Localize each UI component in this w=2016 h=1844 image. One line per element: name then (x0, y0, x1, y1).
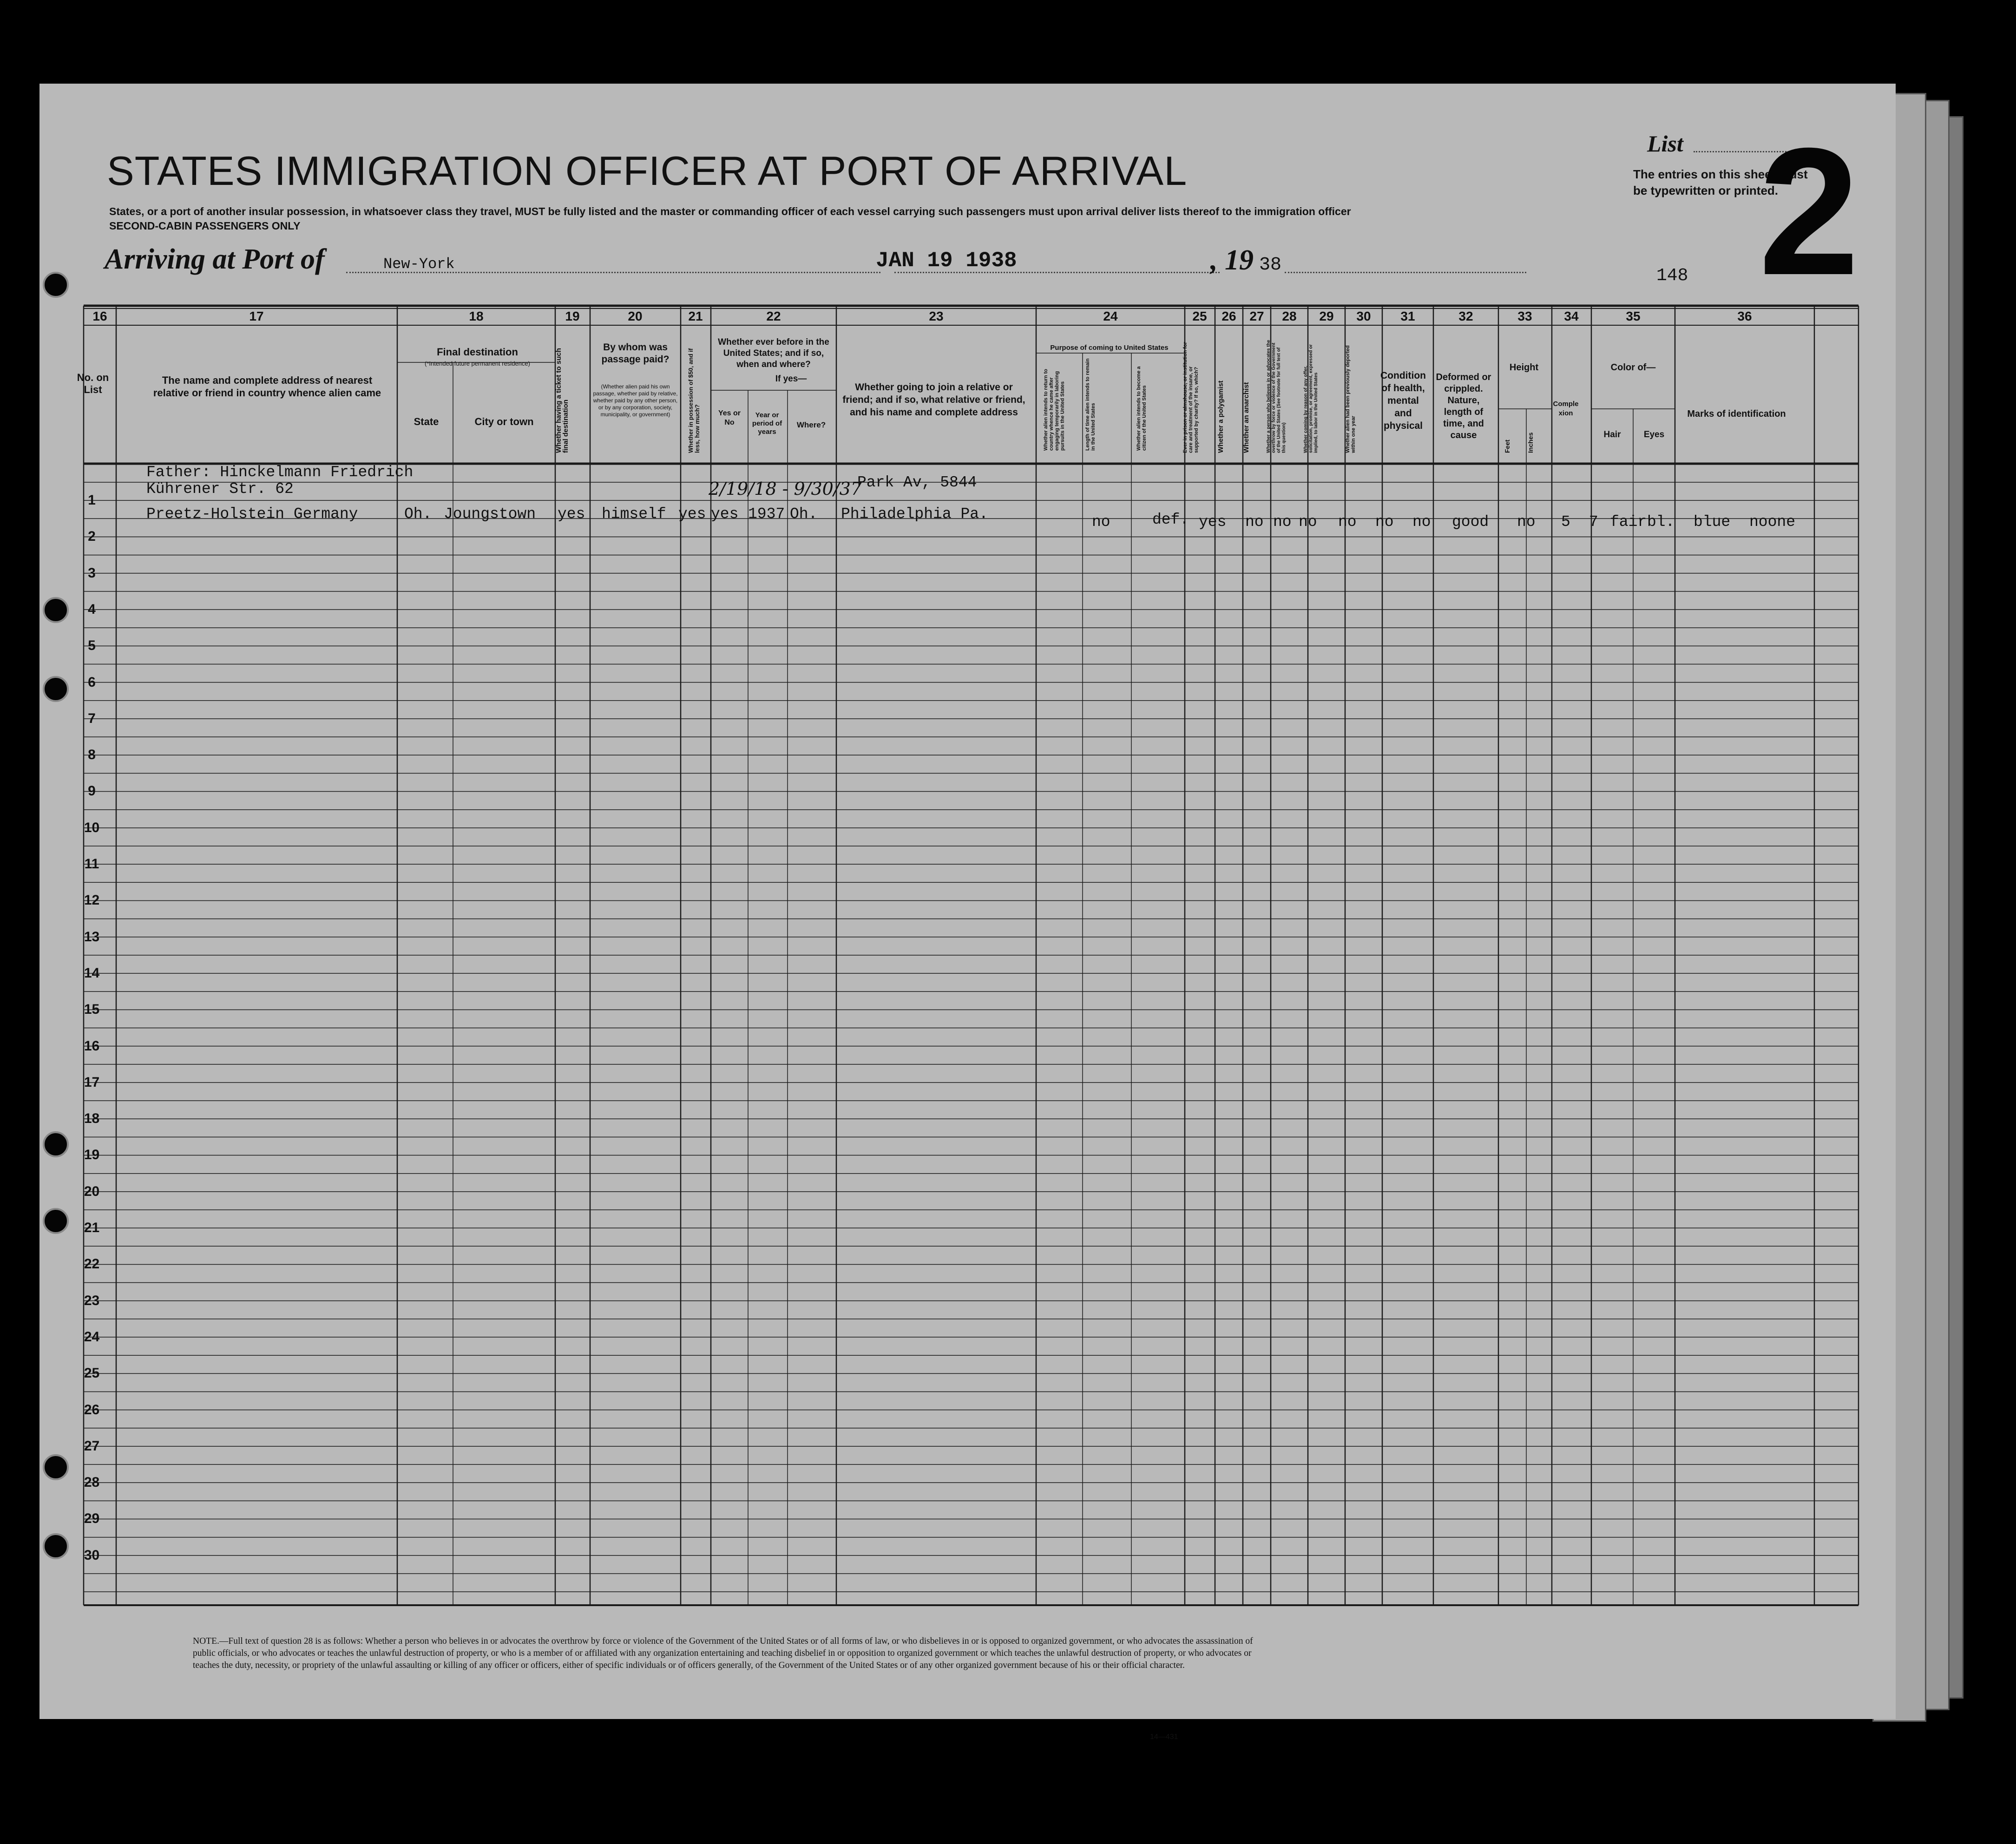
header-hair: Hair (1603, 430, 1621, 440)
column-number: 31 (1400, 309, 1415, 323)
header-eyes: Eyes (1643, 430, 1665, 440)
row-number: 3 (88, 565, 96, 581)
row-number: 30 (84, 1547, 100, 1563)
row-number: 14 (84, 965, 100, 981)
header-purpose-return: Whether alien intends to return to country whence he came after engaging temporarily in laboring pursuits in the United States (1043, 368, 1065, 451)
port-value: New-York (383, 256, 455, 273)
header-complexion: Complexion (1553, 400, 1579, 417)
entry-polygamist: no (1273, 513, 1292, 531)
header-anarchist: Whether an anarchist (1242, 382, 1250, 453)
entry-before-year: 1937 (748, 505, 785, 523)
column-number: 34 (1564, 309, 1579, 323)
entry-ticket: yes (558, 505, 585, 523)
punch-hole (43, 1533, 69, 1559)
row-number: 29 (84, 1511, 100, 1527)
entry-return-country: no (1092, 513, 1110, 531)
entry-complexion: fair (1610, 513, 1647, 531)
year-suffix: 38 (1259, 255, 1282, 276)
row-number: 6 (88, 674, 96, 690)
column-number: 33 (1517, 309, 1532, 323)
header-inches: Inches (1527, 432, 1534, 453)
column-number: 17 (249, 309, 264, 323)
row-number: 13 (84, 929, 100, 945)
year-prefix: , 19 (1210, 244, 1254, 276)
entry-marks: noone (1749, 513, 1796, 531)
entry-before-where: Oh. (790, 505, 818, 523)
row-number: 27 (84, 1438, 100, 1454)
row-number: 11 (84, 856, 99, 872)
joining-line-2: Philadelphia Pa. (841, 505, 988, 523)
table-grid (39, 84, 1896, 1719)
page-title: STATES IMMIGRATION OFFICER AT PORT OF ARRIVAL (107, 148, 1188, 194)
row-number: 16 (84, 1038, 100, 1054)
joining-line-1: Park Av, 5844 (857, 474, 977, 491)
header-if-yes: If yes— (775, 374, 807, 384)
header-year-or-period: Year or period of years (752, 411, 782, 436)
relative-line-1: Father: Hinckelmann Friedrich (146, 464, 414, 481)
row-number: 1 (88, 492, 96, 508)
header-ever-before: Whether ever before in the United States; and if so, when and where? (718, 337, 829, 369)
header-marks: Marks of identification (1687, 409, 1786, 419)
header-polygamist: Whether a polygamist (1217, 381, 1225, 453)
header-purpose-length: Length of time alien intends to remain in the United States (1085, 358, 1096, 451)
date-stamp: JAN 19 1938 (876, 249, 1017, 273)
list-label: List (1647, 131, 1683, 157)
row-number: 5 (88, 638, 96, 654)
punch-hole (43, 1131, 69, 1157)
row-number: 22 (84, 1256, 100, 1272)
entry-length-of-stay: def. (1152, 511, 1189, 528)
header-money: Whether in possession of $50, and if less, how much? (687, 348, 701, 453)
row-number: 10 (84, 820, 100, 835)
row-number: 9 (88, 783, 96, 799)
header-height: Height (1509, 362, 1539, 373)
header-passage-paid-note: (Whether alien paid his own passage, whether paid by relative, whether paid by any other person, or by any corporation, society, municipality, or government) (593, 383, 678, 418)
row-number: 7 (88, 710, 96, 726)
column-number: 16 (92, 309, 107, 323)
relative-line-3: Preetz-Holstein Germany (146, 505, 358, 523)
header-overthrow: Whether a person who believes in or advocates the overthrow by force or violence of the Government of the United States (See footnote for full text of this question) (1266, 340, 1287, 453)
column-number: 32 (1458, 309, 1473, 323)
row-number: 15 (84, 1002, 100, 1017)
header-deformed: Deformed or crippled. Nature, length of time, and cause (1436, 372, 1491, 440)
entry-anarchist: no (1299, 513, 1317, 531)
header-yes-or-no: Yes or No (718, 409, 741, 427)
row-number: 8 (88, 747, 96, 763)
header-purpose: Purpose of coming to United States (1050, 344, 1169, 352)
typewritten-note-1: The entries on this sheet must (1633, 167, 1808, 181)
row-number: 28 (84, 1475, 100, 1490)
entry-overthrow: no (1338, 513, 1357, 531)
manifest-page (39, 84, 1896, 1741)
entry-city: Joungstown (444, 505, 536, 523)
arriving-label: Arriving at Port of (105, 243, 325, 275)
entry-feet: 5 (1561, 513, 1570, 531)
entry-eyes: blue (1694, 513, 1731, 531)
column-number: 24 (1103, 309, 1118, 323)
row-number: 20 (84, 1183, 100, 1199)
entry-prison: no (1245, 513, 1264, 531)
column-number: 20 (628, 309, 643, 323)
entry-deported: no (1412, 513, 1431, 531)
column-number: 18 (469, 309, 484, 323)
header-where: Where? (796, 420, 826, 429)
column-number: 29 (1319, 309, 1334, 323)
header-purpose-citizen: Whether alien intends to become a citizen of the United States (1136, 366, 1147, 451)
header-passage-paid: By whom was passage paid? (601, 342, 670, 365)
row-number: 2 (88, 529, 96, 545)
row-number: 12 (84, 892, 100, 908)
row-number: 4 (88, 601, 96, 617)
column-number: 27 (1249, 309, 1264, 323)
entry-state: Oh. (404, 505, 432, 523)
page-number: 148 (1656, 266, 1688, 286)
column-number: 21 (688, 309, 703, 323)
header-contract-labor: Whether coming by reason of any offer, solicitation, promise, or agreement, expressed or implied, to labor in the United States (1303, 344, 1319, 453)
list-number: 2 (1759, 110, 1859, 313)
entry-deformed: no (1517, 513, 1536, 531)
footnote: NOTE.—Full text of question 28 is as follows: Whether a person who believes in or advocates the overthrow by force or violence of the Government of the United States or of all forms of law, or who disbelieves in or is opposed to organized government, or who advocates the assassination of public officials, or who advocates or teaches the unlawful destruction of property, or who is a member of or affiliated with any organization entertaining and teaching disbelief in or opposition to organized government or which teaches the unlawful destruction of property, or who advocates or teaches the duty, necessity, or propriety of the unlawful assaulting or killing of any officer or officers, either of specific individuals or of officers generally, of the Government of the United States or of any other organized government because of his or their official character. (193, 1636, 1253, 1670)
column-number: 30 (1356, 309, 1371, 323)
handwritten-dates: 2/19/18 - 9/30/37 (709, 479, 862, 499)
relative-line-2: Kührener Str. 62 (146, 480, 294, 498)
punch-hole (43, 272, 69, 298)
column-number: 19 (565, 309, 580, 323)
entry-health: good (1452, 513, 1489, 531)
entry-before-yes: yes (711, 505, 739, 523)
column-number: 23 (929, 309, 944, 323)
entry-money: yes (678, 505, 706, 523)
row-number: 24 (84, 1329, 100, 1345)
row-number: 19 (84, 1147, 100, 1163)
entry-hair: bl. (1647, 513, 1675, 531)
row-number: 25 (84, 1365, 100, 1381)
header-color-of: Color of— (1610, 362, 1656, 373)
row-number: 26 (84, 1402, 100, 1417)
instructions-line: States, or a port of another insular possession, in whatsoever class they travel, MUST be fully listed and the master or commanding officer of each vessel carrying such passengers must upon arrival deliver lists thereof to the immigration officer (109, 205, 1351, 217)
punch-hole (43, 676, 69, 702)
column-number: 35 (1626, 309, 1641, 323)
header-joining: Whether going to join a relative or friend; and if so, what relative or friend, and his name and complete address (842, 382, 1025, 418)
header-prison: Ever in prison or almshouse, or institution for care and treatment of the insane, or supported by charity? If so, which? (1182, 342, 1199, 453)
header-feet: Feet (1504, 440, 1511, 453)
column-number: 36 (1737, 309, 1752, 323)
header-no-on-list: No. on List (77, 372, 109, 395)
punch-hole (43, 1208, 69, 1234)
entry-passage-paid: himself (602, 505, 666, 523)
punch-hole (43, 597, 69, 623)
header-health: Condition of health, mental and physical (1380, 370, 1426, 431)
row-number: 23 (84, 1293, 100, 1308)
header-final-destination: Final destination (437, 346, 518, 358)
row-number: 21 (84, 1220, 100, 1235)
column-number: 25 (1192, 309, 1207, 323)
header-state: State (414, 416, 439, 427)
header-final-destination-note: (*Intended future permanent residence) (425, 360, 530, 367)
entry-citizen: yes (1199, 513, 1227, 531)
entry-inches: 7 (1589, 513, 1598, 531)
row-number: 18 (84, 1111, 100, 1127)
header-ticket: Whether having a ticket to such final destination (555, 348, 570, 453)
column-number: 26 (1221, 309, 1236, 323)
header-nearest-relative: The name and complete address of nearest relative or friend in country whence alien came (153, 374, 381, 399)
column-number: 22 (766, 309, 781, 323)
cabin-class-label: SECOND-CABIN PASSENGERS ONLY (109, 220, 301, 232)
header-deported: Whether alien had been previously deported within one year (1345, 345, 1356, 453)
column-number: 28 (1282, 309, 1297, 323)
entry-contract-labor: no (1375, 513, 1394, 531)
form-number: 14—431 (1150, 1733, 1178, 1741)
row-number: 17 (84, 1074, 100, 1090)
header-city-or-town: City or town (474, 416, 534, 427)
typewritten-note-2: be typewritten or printed. (1633, 184, 1779, 197)
punch-hole (43, 1454, 69, 1480)
